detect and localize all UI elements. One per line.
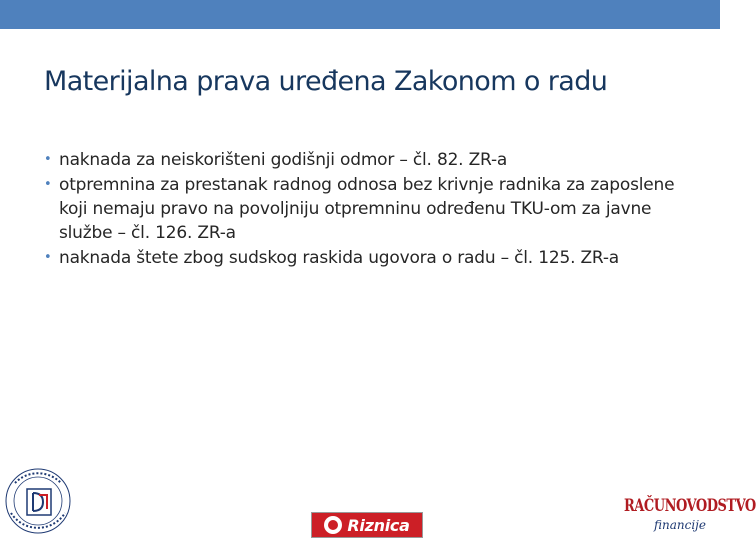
bullet-list [44,148,704,271]
rf-logo-top-text: RAČUNOVODSTVO [624,496,756,517]
bullet-marker-icon: • [44,250,52,265]
association-seal-logo [3,463,73,539]
bullet-marker-icon: • [44,152,52,167]
rf-logo-bottom-text: financije [654,518,706,532]
bullet-text: naknada za neiskorišteni godišnji odmor – čl. 82. ZR-a [59,150,508,170]
bullet-item [44,173,704,245]
racunovodstvo-financije-logo [624,496,756,539]
bullet-item [44,148,704,172]
riznica-emblem-icon [324,516,342,534]
riznica-logo [311,512,423,538]
top-band [0,0,720,29]
bullet-text: otpremnina za prestanak radnog odnosa bez krivnje radnika za zaposlene koji nemaju pravo na povoljniju otpremninu određenu TKU-om za javne službe – čl. 126. ZR-a [59,175,675,243]
bullet-item [44,246,704,270]
slide-title: Materijalna prava uređena Zakonom o radu [44,66,608,97]
bullet-marker-icon: • [44,177,52,192]
riznica-logo-text: Riznica [347,515,410,535]
bullet-text: naknada štete zbog sudskog raskida ugovora o radu – čl. 125. ZR-a [59,248,619,268]
